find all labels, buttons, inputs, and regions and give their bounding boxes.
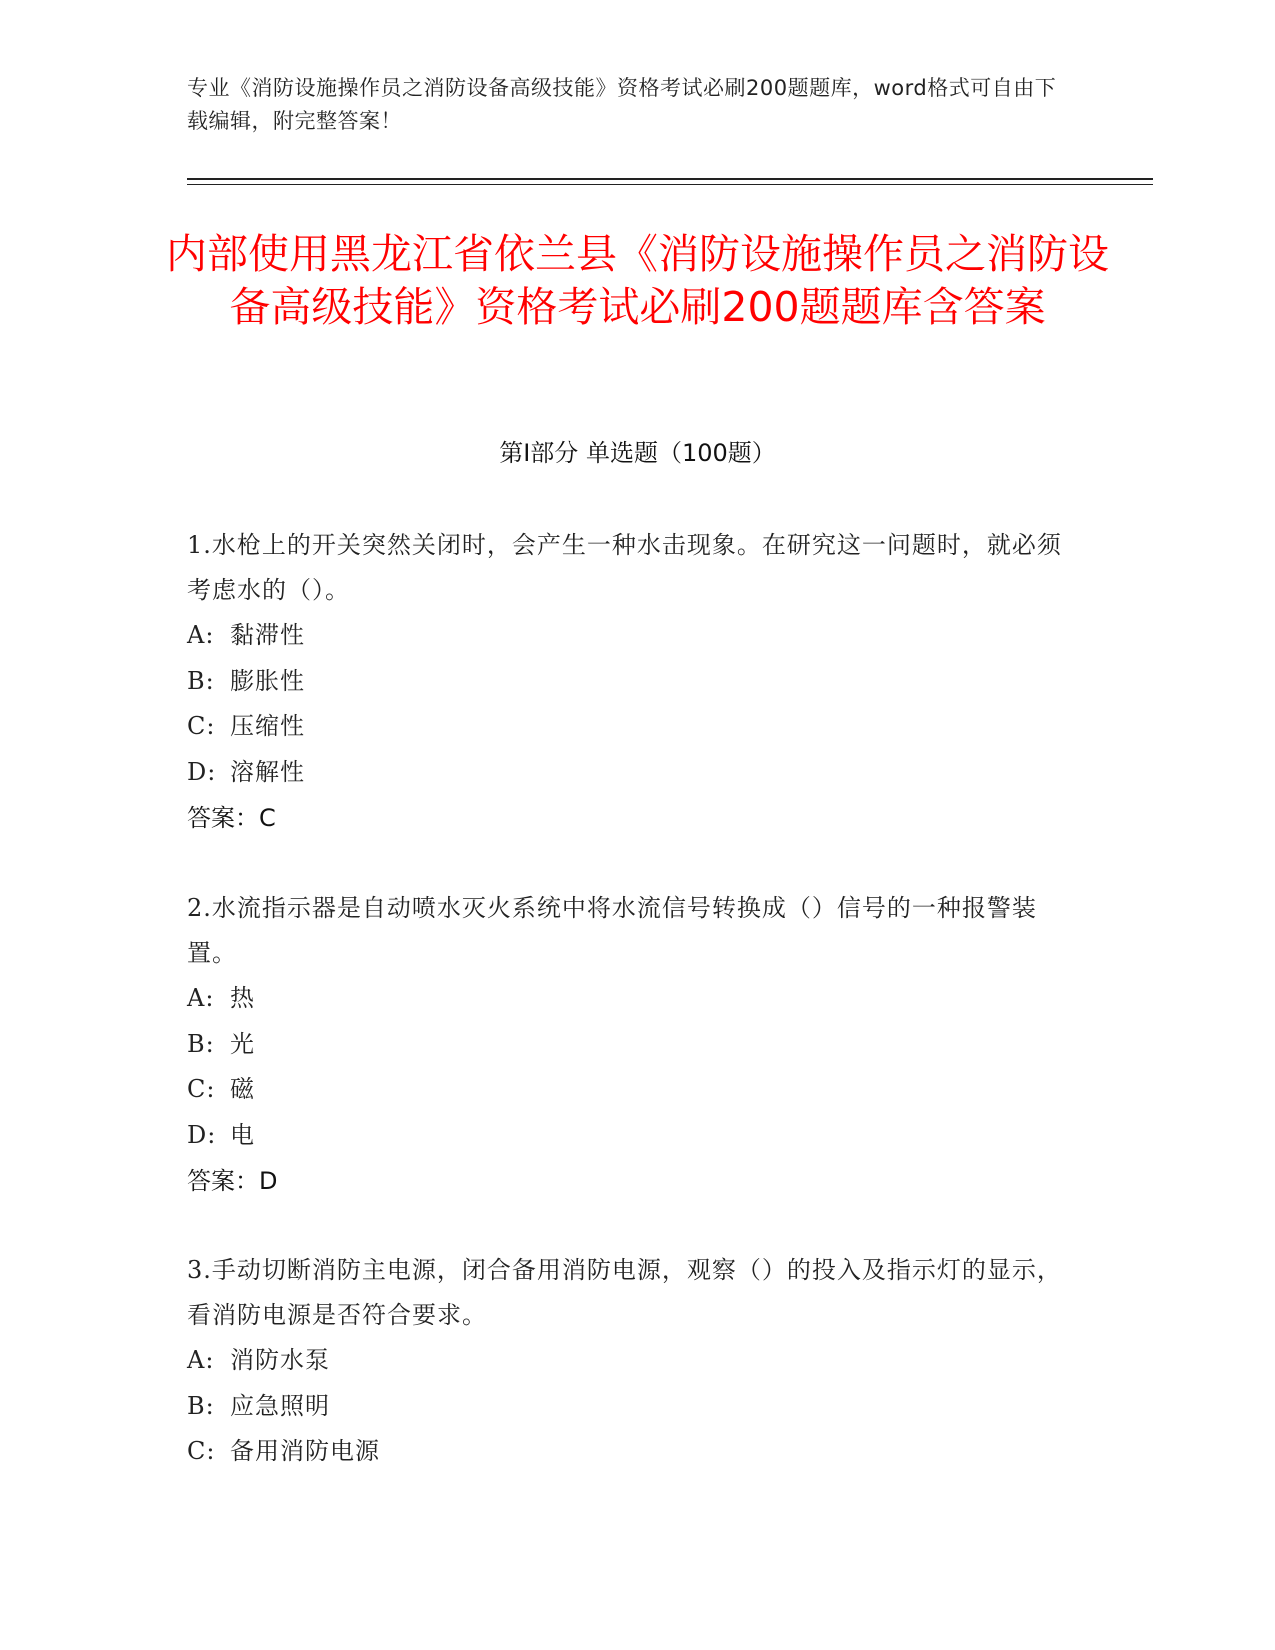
header-note: 专业《消防设施操作员之消防设备高级技能》资格考试必刷200题题库，word格式可自由下载编辑，附完整答案！ xyxy=(187,76,1057,133)
question-stem: 3.手动切断消防主电源，闭合备用消防电源，观察（）的投入及指示灯的显示，看消防电源是否符合要求。 xyxy=(187,1256,1062,1329)
option-key: B: xyxy=(187,1029,215,1058)
question-1 xyxy=(187,523,1067,841)
option-key: B: xyxy=(187,1391,215,1420)
option-text: 黏滞性 xyxy=(230,621,305,649)
answer-line: 答案：C xyxy=(187,804,276,832)
question-stem: 1.水枪上的开关突然关闭时，会产生一种水击现象。在研究这一问题时，就必须考虑水的（）。 xyxy=(187,531,1062,604)
option-key: B: xyxy=(187,666,215,695)
option-b xyxy=(187,659,1067,705)
option-a xyxy=(187,613,1067,659)
option-key: D: xyxy=(187,1120,217,1149)
option-text: 应急照明 xyxy=(230,1391,330,1420)
option-b xyxy=(187,1022,1067,1068)
option-key: C: xyxy=(187,712,216,740)
option-a xyxy=(187,1338,1067,1384)
answer-line: 答案：D xyxy=(187,1167,278,1195)
option-key: D: xyxy=(187,757,217,786)
option-c xyxy=(187,1067,1067,1113)
question-2 xyxy=(187,886,1067,1204)
option-text: 膨胀性 xyxy=(230,666,305,695)
section-heading: 第Ⅰ部分 单选题（100题） xyxy=(499,439,776,467)
option-c xyxy=(187,1429,1067,1475)
option-text: 溶解性 xyxy=(230,757,305,786)
option-key: A: xyxy=(187,1346,215,1374)
option-a xyxy=(187,976,1067,1022)
question-3 xyxy=(187,1248,1067,1475)
option-key: C: xyxy=(187,1075,216,1103)
option-d xyxy=(187,750,1067,796)
option-key: A: xyxy=(187,621,215,649)
option-text: 压缩性 xyxy=(230,712,305,740)
option-text: 磁 xyxy=(230,1075,255,1103)
option-key: C: xyxy=(187,1437,216,1465)
option-key: A: xyxy=(187,984,215,1012)
document-title: 内部使用黑龙江省依兰县《消防设施操作员之消防设备高级技能》资格考试必刷200题题库含答案 xyxy=(166,230,1109,331)
option-c xyxy=(187,704,1067,750)
header-divider-thick xyxy=(187,178,1153,180)
option-d xyxy=(187,1113,1067,1159)
option-text: 热 xyxy=(230,984,255,1012)
option-text: 消防水泵 xyxy=(230,1346,330,1374)
option-text: 备用消防电源 xyxy=(230,1437,380,1465)
question-stem: 2.水流指示器是自动喷水灭火系统中将水流信号转换成（）信号的一种报警装置。 xyxy=(187,894,1037,967)
option-b xyxy=(187,1384,1067,1430)
option-text: 光 xyxy=(230,1029,255,1058)
header-divider-thin xyxy=(187,184,1153,185)
option-text: 电 xyxy=(230,1120,255,1149)
